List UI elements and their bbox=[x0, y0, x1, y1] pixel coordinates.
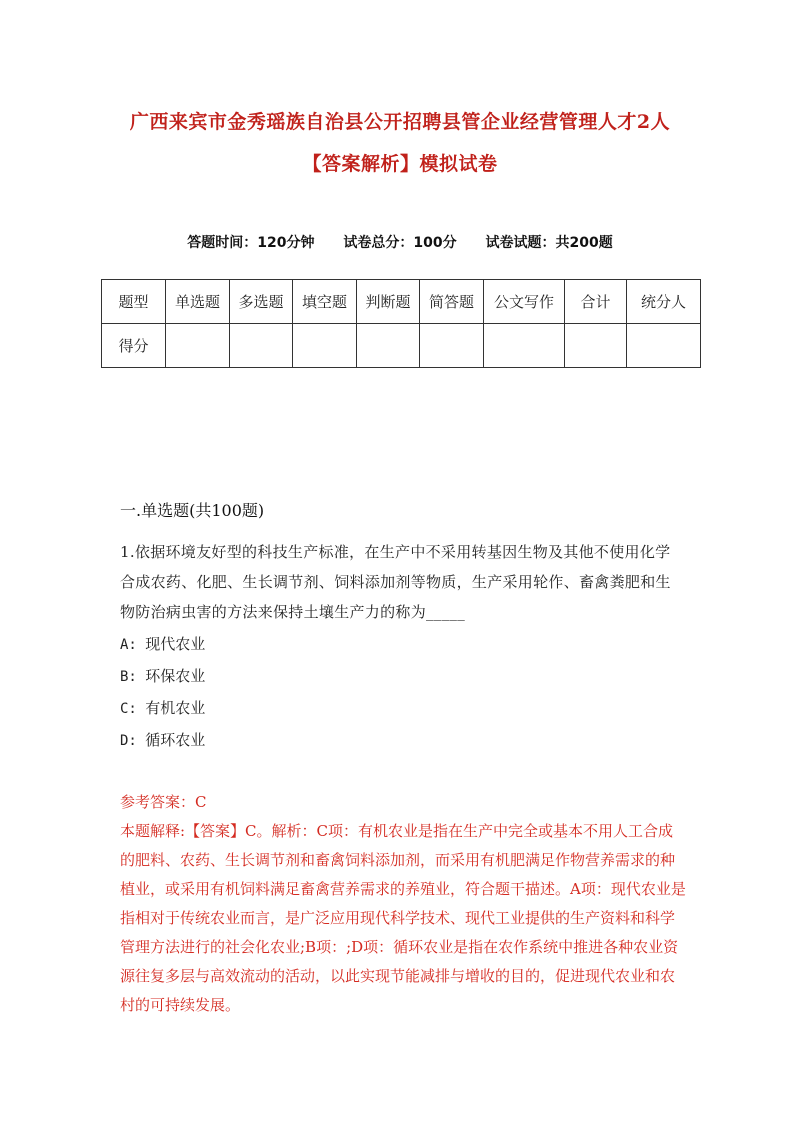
score-row-label: 得分 bbox=[102, 324, 166, 368]
score-cell bbox=[484, 324, 565, 368]
option-text: 有机农业 bbox=[145, 699, 206, 717]
option-text: 环保农业 bbox=[145, 667, 206, 685]
score-table-header: 合计 bbox=[565, 280, 627, 324]
exam-total-score: 试卷总分：100分 bbox=[343, 235, 457, 251]
score-cell bbox=[565, 324, 627, 368]
option-label: D: bbox=[120, 733, 137, 749]
option-text: 现代农业 bbox=[145, 635, 206, 653]
score-table-header: 单选题 bbox=[166, 280, 230, 324]
option-d bbox=[120, 729, 205, 750]
score-cell bbox=[627, 324, 701, 368]
score-table-header: 统分人 bbox=[627, 280, 701, 324]
option-text: 循环农业 bbox=[145, 731, 206, 749]
score-table-header: 填空题 bbox=[293, 280, 357, 324]
score-table-header: 公文写作 bbox=[484, 280, 565, 324]
answer-explanation: 本题解释:【答案】C。解析：C项：有机农业是指在生产中完全或基本不用人工合成的肥料、农药、生长调节剂和畜禽饲料添加剂，而采用有机肥满足作物营养需求的种植业，或采用有机饲料满足畜禽营养需求的养殖业，符合题干描述。A项：现代农业是指相对于传统农业而言，是广泛应用现代科学技术、现代工业提供的生产资料和科学管理方法进行的社会化农业;B项：;D项：循环农业是指在农作系统中推进各种农业资源往复多层与高效流动的活动，以此实现节能减排与增收的目的，促进现代农业和农村的可持续发展。 bbox=[120, 822, 686, 1014]
section-title: 一.单选题(共100题) bbox=[120, 501, 265, 520]
exam-subtitle: 【答案解析】模拟试卷 bbox=[302, 153, 498, 175]
score-table bbox=[101, 279, 701, 368]
score-table-header: 题型 bbox=[102, 280, 166, 324]
exam-time: 答题时间：120分钟 bbox=[187, 235, 315, 251]
question-text: 1.依据环境友好型的科技生产标准，在生产中不采用转基因生物及其他不使用化学合成农药、化肥、生长调节剂、饲料添加剂等物质，生产采用轮作、畜禽粪肥和生物防治病虫害的方法来保持土壤生产力的称为_____ bbox=[120, 543, 671, 621]
score-table-header: 多选题 bbox=[230, 280, 293, 324]
score-cell bbox=[293, 324, 357, 368]
option-a bbox=[120, 633, 205, 654]
reference-answer: 参考答案：C bbox=[120, 793, 207, 811]
exam-title: 广西来宾市金秀瑶族自治县公开招聘县管企业经营管理人才2人 bbox=[129, 111, 671, 133]
option-c bbox=[120, 697, 205, 718]
option-label: A: bbox=[120, 637, 137, 653]
score-cell bbox=[166, 324, 230, 368]
score-table-header: 简答题 bbox=[420, 280, 484, 324]
score-table-score-row bbox=[102, 324, 701, 368]
score-cell bbox=[230, 324, 293, 368]
score-cell bbox=[357, 324, 420, 368]
score-table-header: 判断题 bbox=[357, 280, 420, 324]
score-table-header-row bbox=[102, 280, 701, 324]
option-label: B: bbox=[120, 669, 137, 685]
option-b bbox=[120, 665, 205, 686]
exam-meta bbox=[0, 232, 800, 252]
exam-question-count: 试卷试题：共200题 bbox=[485, 235, 613, 251]
score-cell bbox=[420, 324, 484, 368]
option-label: C: bbox=[120, 701, 137, 717]
